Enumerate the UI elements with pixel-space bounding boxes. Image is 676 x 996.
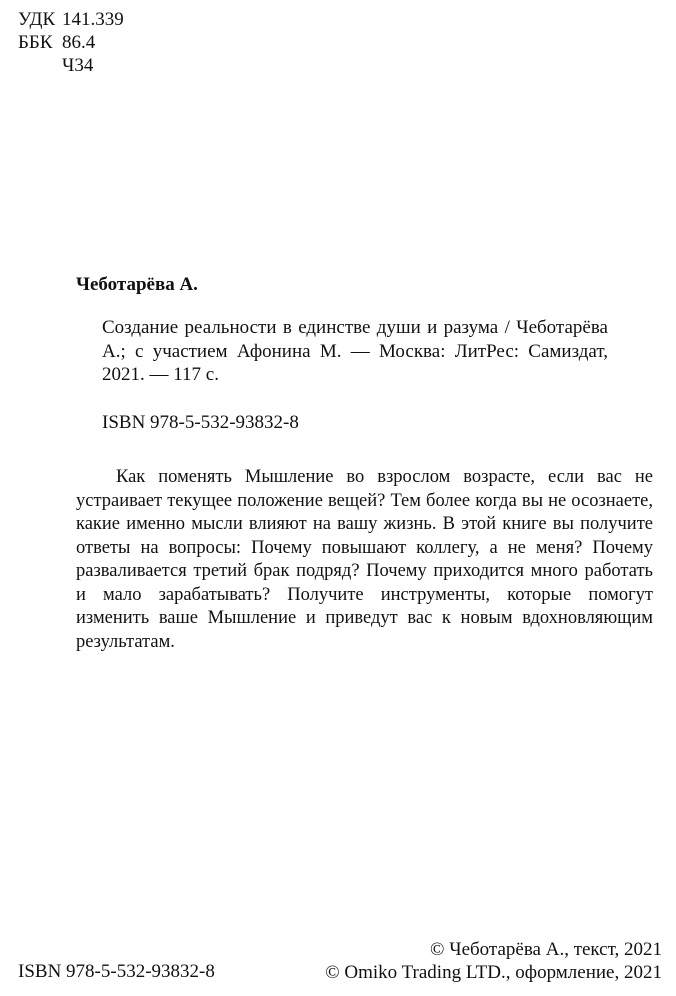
annotation: Как поменять Мышление во взрослом возрасте, если вас не устраивает текущее положение вещей? Тем более когда вы не осознаете, какие именно мысли влияют на вашу жизнь. В этой книге вы получите ответы на вопросы: Почему повышают коллегу, а не меня? Почему разваливается третий брак подряд? Почему приходится много работать и мало зарабатывать? Получите инструменты, которые помогут изменить ваше Мышление и приведут вас к новым вдохновляющим результатам. bbox=[76, 467, 653, 652]
author-mark-row bbox=[18, 54, 124, 77]
udk-value: 141.339 bbox=[62, 9, 124, 30]
copyright-design: © Omiko Trading LTD., оформление, 2021 bbox=[325, 962, 662, 983]
classification-block bbox=[18, 8, 124, 77]
author-heading: Чеботарёва А. bbox=[76, 274, 198, 295]
bibliographic-record: Создание реальности в единстве души и разума / Чеботарёва А.; с участием Афонина М. — Москва: ЛитРес: Самиздат, 2021. — 117 с. bbox=[102, 317, 608, 385]
author-mark: Ч34 bbox=[62, 55, 94, 76]
footer-isbn: ISBN 978-5-532-93832-8 bbox=[18, 961, 215, 982]
copyright-text: © Чеботарёва А., текст, 2021 bbox=[430, 939, 662, 960]
udk-row bbox=[18, 8, 124, 31]
bbk-row bbox=[18, 31, 124, 54]
bbk-value: 86.4 bbox=[62, 32, 96, 53]
isbn: ISBN 978-5-532-93832-8 bbox=[102, 412, 299, 433]
copyright-block bbox=[325, 938, 662, 984]
udk-label: УДК bbox=[18, 9, 56, 30]
bbk-label: ББК bbox=[18, 32, 53, 53]
